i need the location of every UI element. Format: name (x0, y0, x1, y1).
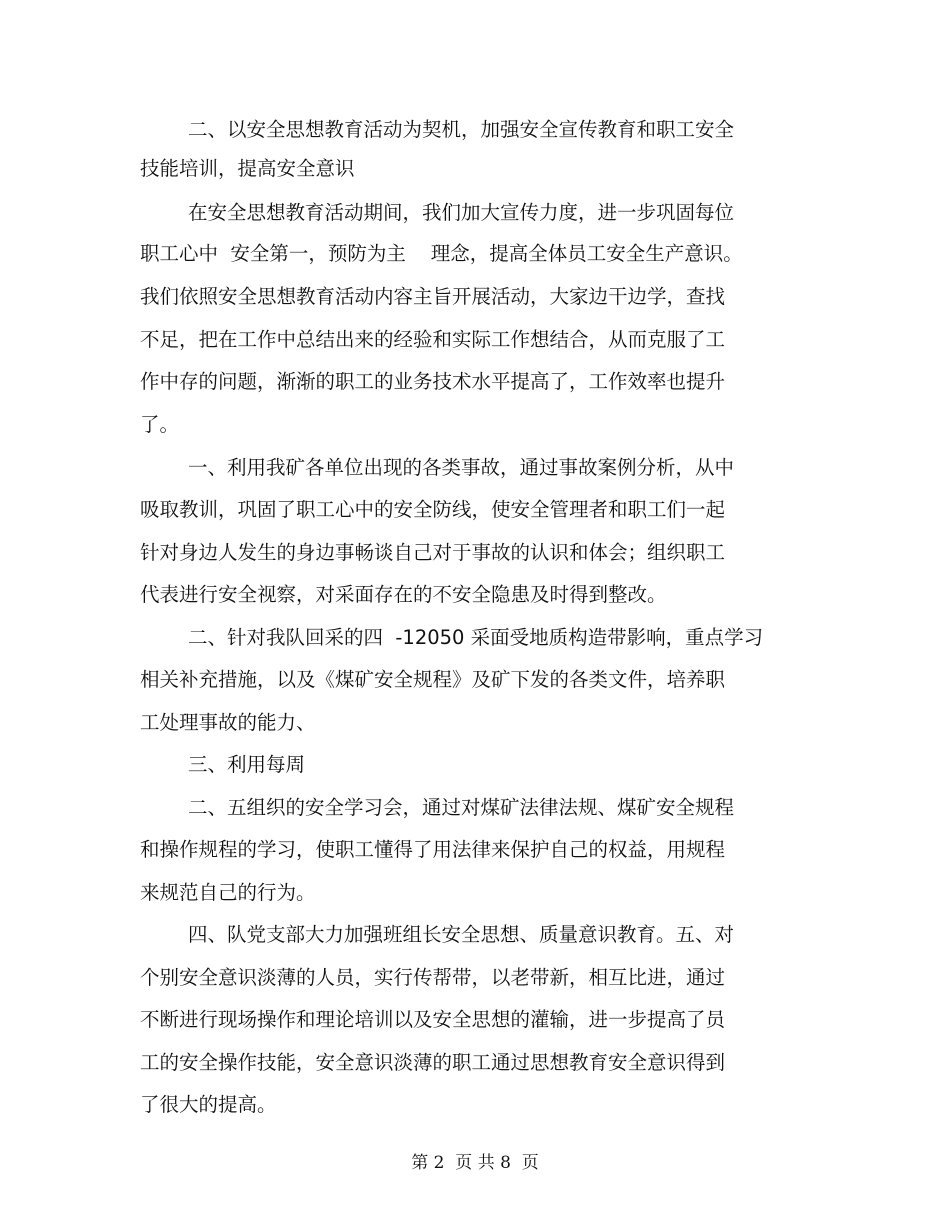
text-line: 工处理事故的能力、 (140, 711, 316, 734)
text-line: 和操作规程的学习，使职工懂得了用法律来保护自己的权益，用规程 (140, 838, 726, 861)
text-line: 代表进行安全视察，对采面存在的不安全隐患及时得到整改。 (140, 583, 667, 606)
text-line: 了很大的提高。 (140, 1093, 277, 1116)
text-line: 一、利用我矿各单位出现的各类事故，通过事故案例分析，从中 (188, 456, 735, 479)
text-line: 相关补充措施，以及《煤矿安全规程》及矿下发的各类文件，培养职 (140, 668, 726, 691)
text-line: 针对身边人发生的身边事畅谈自己对于事故的认识和体会；组织职工 (140, 541, 726, 564)
text-line: 二、以安全思想教育活动为契机，加强安全宣传教育和职工安全 (188, 118, 735, 141)
text-line: 不足，把在工作中总结出来的经验和实际工作想结合，从而克服了工 (140, 328, 726, 351)
text-line: 个别安全意识淡薄的人员，实行传帮带，以老带新，相互比进，通过 (140, 966, 726, 989)
text-line: 工的安全操作技能，安全意识淡薄的职工通过思想教育安全意识得到 (140, 1051, 726, 1074)
text-line: 作中存的问题，渐渐的职工的业务技术水平提高了，工作效率也提升 (140, 370, 726, 393)
text-line: 吸取教训，巩固了职工心中的安全防线，使安全管理者和职工们一起 (140, 498, 726, 521)
text-line: 技能培训，提高安全意识 (140, 157, 355, 180)
text-line: 二、针对我队回采的四 -12050 采面受地质构造带影响，重点学习 (188, 626, 764, 649)
text-line: 来规范自己的行为。 (140, 881, 316, 904)
text-line: 了。 (140, 413, 180, 436)
text-line: 三、利用每周 (188, 753, 306, 776)
text-line: 我们依照安全思想教育活动内容主旨开展活动，大家边干边学，查找 (140, 285, 726, 308)
page-number: 第 2 页 共 8 页 (411, 1153, 539, 1173)
text-line: 在安全思想教育活动期间，我们加大宣传力度，进一步巩固每位 (188, 201, 735, 224)
text-line: 四、队党支部大力加强班组长安全思想、质量意识教育。五、对 (188, 923, 735, 946)
text-line: 职工心中 安全第一，预防为主 理念，提高全体员工安全生产意识。 (140, 242, 743, 265)
text-line: 二、五组织的安全学习会，通过对煤矿法律法规、煤矿安全规程 (188, 796, 735, 819)
text-line: 不断进行现场操作和理论培训以及安全思想的灌输，进一步提高了员 (140, 1008, 726, 1031)
